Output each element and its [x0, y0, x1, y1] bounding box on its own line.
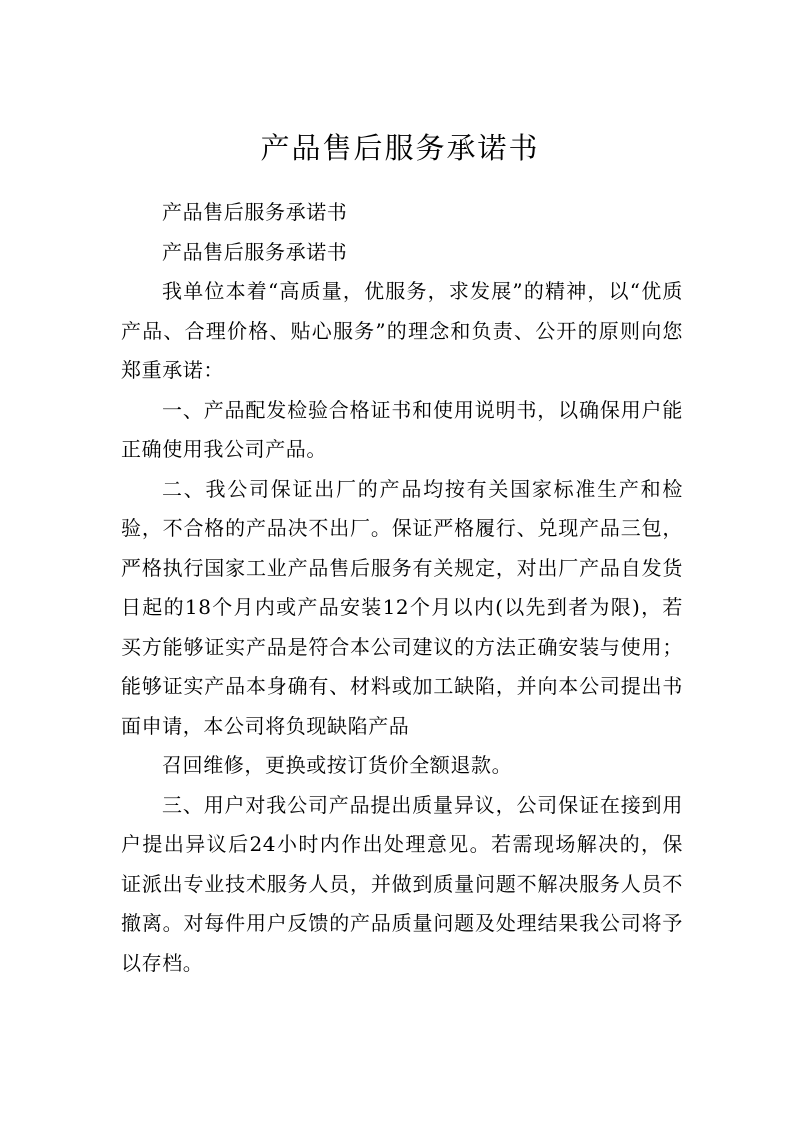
paragraph-item-1: 一、产品配发检验合格证书和使用说明书，以确保用户能正确使用我公司产品。 — [121, 397, 683, 461]
paragraph-intro: 我单位本着“高质量，优服务，求发展”的精神，以“优质产品、合理价格、贴心服务”的理念和负责、公开的原则向您郑重承诺： — [121, 279, 683, 382]
document-body — [121, 193, 683, 983]
document-title: 产品售后服务承诺书 — [260, 131, 540, 165]
paragraph-subtitle-1: 产品售后服务承诺书 — [162, 200, 348, 224]
paragraph-item-3: 三、用户对我公司产品提出质量异议，公司保证在接到用户提出异议后24小时内作出处理意见。若需现场解决的，保证派出专业技术服务人员，并做到质量问题不解决服务人员不撤离。对每件用户反馈的产品质量问题及处理结果我公司将予以存档。 — [121, 792, 683, 975]
paragraph-item-2-continued: 召回维修，更换或按订货价全额退款。 — [162, 753, 513, 777]
paragraph-subtitle-2: 产品售后服务承诺书 — [162, 239, 348, 264]
paragraph-item-2: 二、我公司保证出厂的产品均按有关国家标准生产和检验，不合格的产品决不出厂。保证严格履行、兑现产品三包，严格执行国家工业产品售后服务有关规定，对出厂产品自发货日起的18个月内或产品安装12个月以内(以先到者为限)，若买方能够证实产品是符合本公司建议的方法正确安装与使用；能够证实产品本身确有、材料或加工缺陷，并向本公司提出书面申请，本公司将负现缺陷产品 — [121, 476, 683, 738]
